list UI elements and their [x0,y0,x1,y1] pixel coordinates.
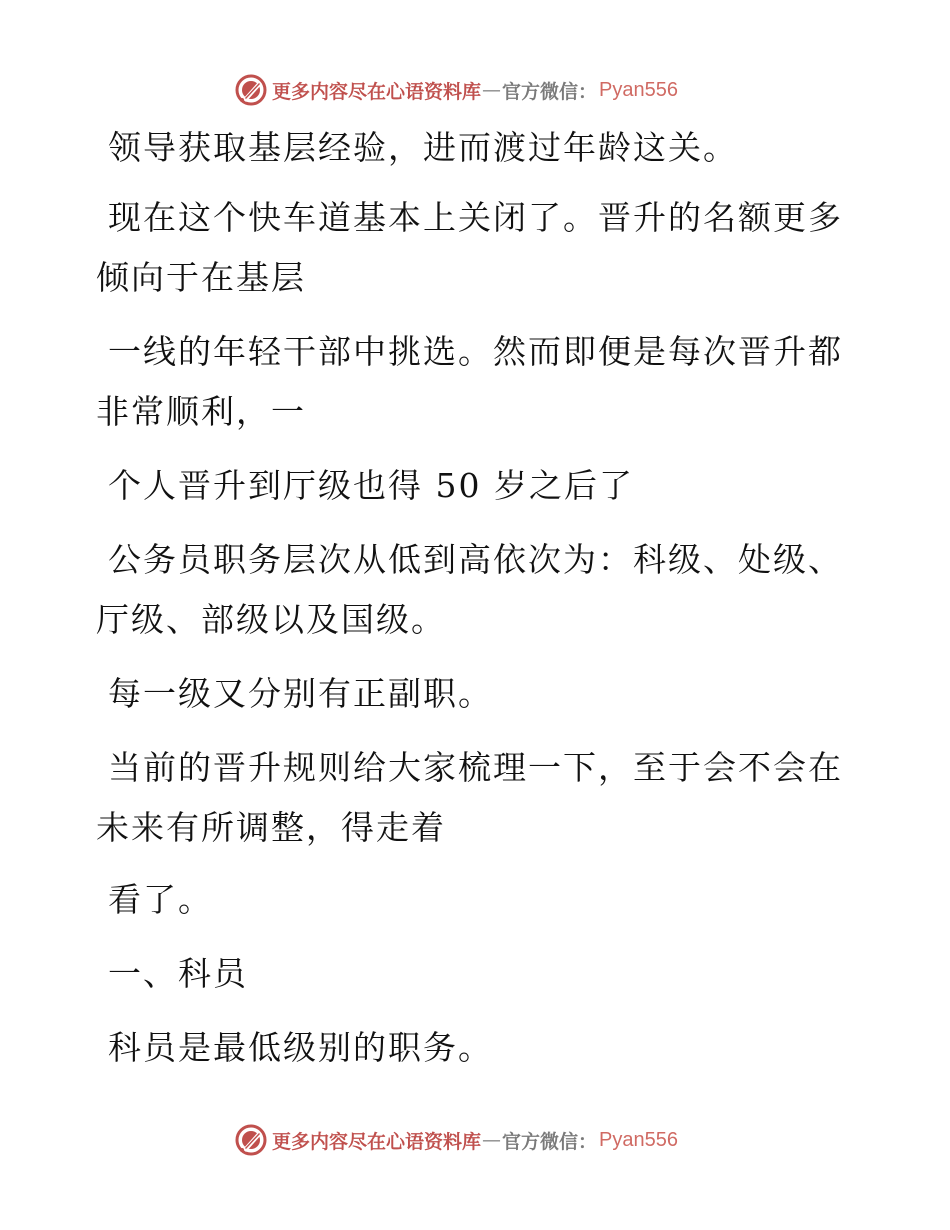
text-line: 倾向于在基层 [96,258,306,297]
text-line: 每一级又分别有正副职。 [108,674,493,713]
text-line: 一线的年轻干部中挑选。然而即便是每次晋升都 [108,332,843,371]
paragraph [96,530,843,650]
text-line: 看了。 [108,880,213,919]
text-line: 领导获取基层经验，进而渡过年龄这关。 [108,128,738,167]
text-line: 当前的晋升规则给大家梳理一下，至于会不会在 [108,748,843,787]
footer-banner-dash: — [482,1129,502,1151]
text-line: 非常顺利，一 [96,392,306,431]
header-banner [234,72,678,108]
pen-logo-icon [234,1123,268,1157]
text-line: 科员是最低级别的职务。 [108,1028,493,1067]
paragraph [96,1018,836,1078]
paragraph [96,456,836,516]
header-banner-dash: — [482,79,502,101]
paragraph [96,870,836,930]
text-line: 厅级、部级以及国级。 [96,600,446,639]
text-line: 未来有所调整，得走着 [96,808,446,847]
paragraph [96,738,843,858]
paragraph [96,944,836,1004]
text-line: 个人晋升到厅级也得 50 岁之后了 [108,466,634,505]
footer-wechat-id: Pyan556 [599,1128,678,1151]
paragraph [96,188,843,308]
text-line: 现在这个快车道基本上关闭了。晋升的名额更多 [108,198,843,237]
footer-wechat-label: 官方微信： [502,1130,598,1153]
text-line: 公务员职务层次从低到高依次为：科级、处级、 [108,540,843,579]
section-heading: 一、科员 [108,954,248,993]
paragraph [96,322,843,442]
header-wechat-label: 官方微信： [502,80,598,103]
footer-banner-text: 更多内容尽在心语资料库 [272,1130,482,1153]
header-banner-text: 更多内容尽在心语资料库 [272,80,482,103]
paragraph [96,664,836,724]
header-wechat-id: Pyan556 [599,78,678,101]
paragraph [96,118,836,178]
footer-banner [234,1122,678,1158]
pen-logo-icon [234,73,268,107]
